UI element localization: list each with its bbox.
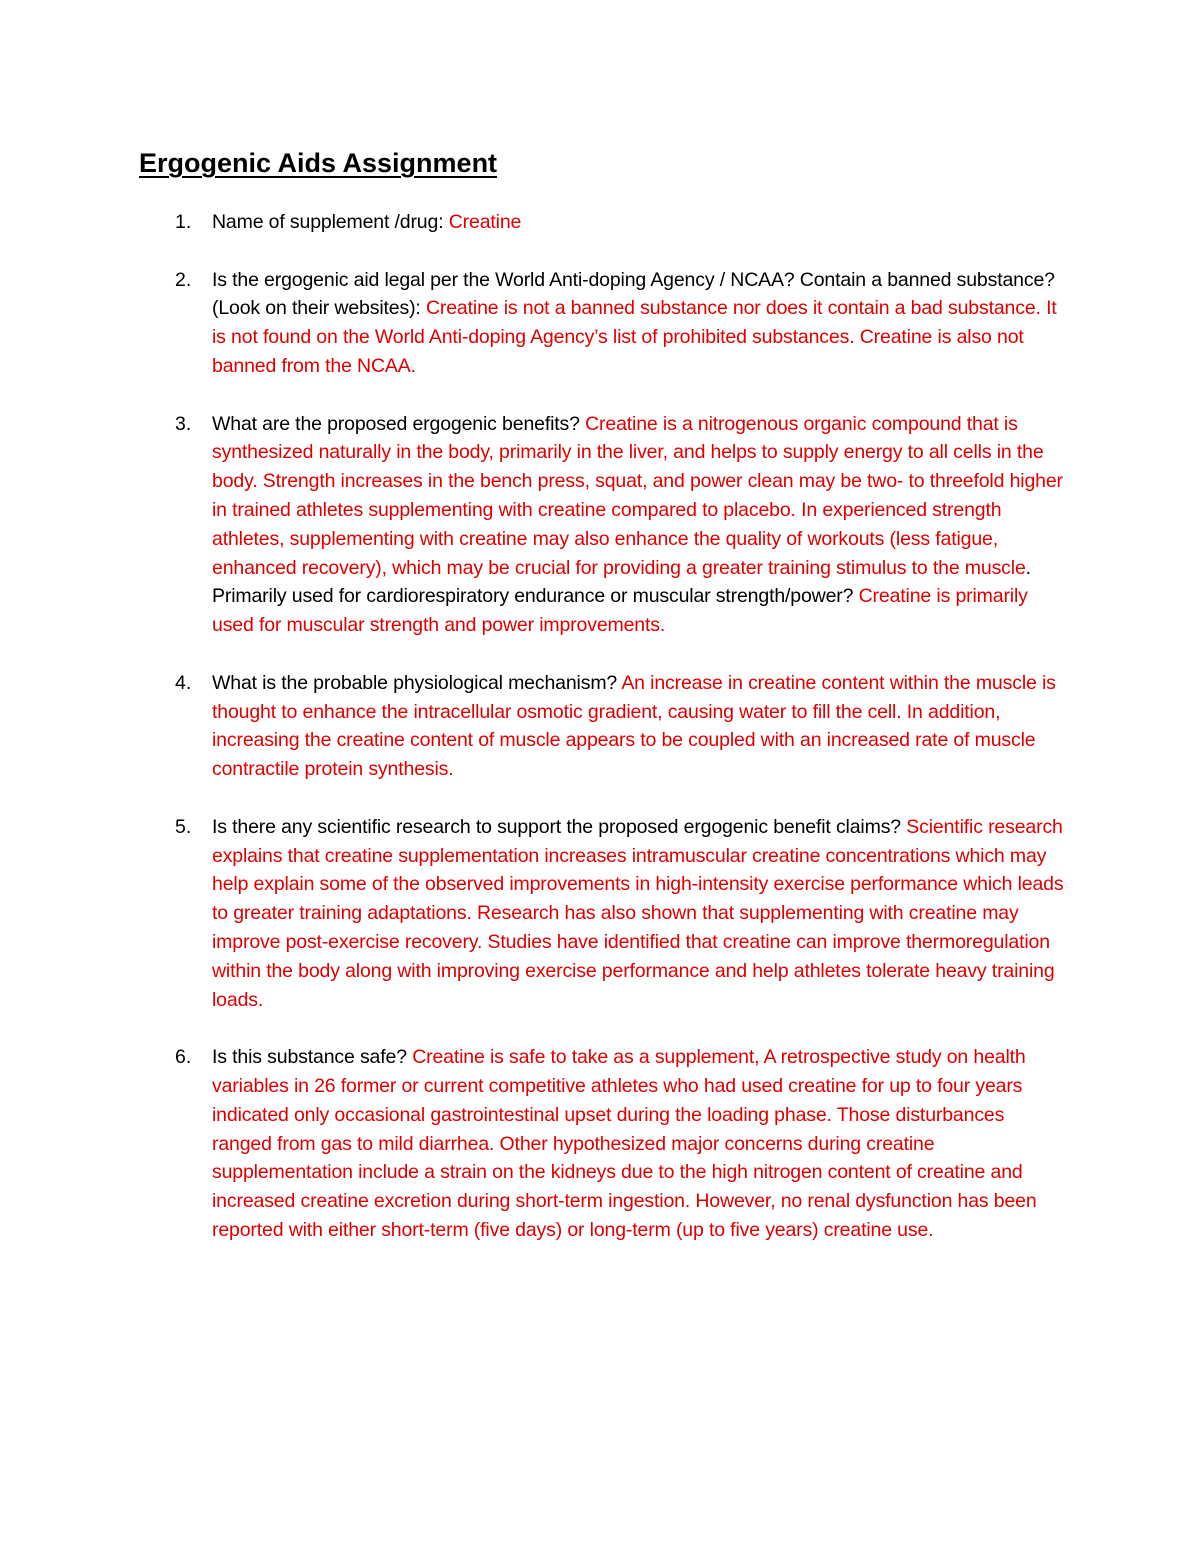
answer-text: An increase in creatine content within the muscle is thought to enhance the intracellular osmotic gradient, causing water to fill the cell. In addition, increasing the creatine content of muscle appears to be coupled with an increased rate of muscle contractile protein synthesis. (212, 671, 1056, 781)
item-number: 4. (175, 671, 192, 694)
item-text (212, 813, 1067, 1015)
answer-text: Creatine is not a banned substance nor does it contain a bad substance. It is not found on the World Anti-doping Agency’s list of prohibited substances. Creatine is also not banned from the NCAA. (212, 297, 1057, 377)
question-text: Is there any scientific research to support the proposed ergogenic benefit claims? (212, 815, 907, 838)
question-list (0, 208, 1200, 1273)
item-text (212, 410, 1067, 640)
item-text (212, 266, 1067, 381)
list-item-2 (0, 266, 1200, 381)
list-item-3 (0, 410, 1200, 640)
item-number: 6. (175, 1046, 192, 1069)
question-text: Name of supplement /drug: (212, 211, 449, 233)
item-text (212, 208, 1067, 237)
item-number: 5. (175, 815, 192, 838)
item-number: 1. (175, 211, 192, 233)
list-item-6 (0, 1043, 1200, 1245)
question-text: Is the ergogenic aid legal per the World Anti-doping Agency / NCAA? Contain a banned substance? (Look on their websites): (212, 268, 1055, 320)
answer-text: Creatine (448, 211, 522, 233)
item-text (212, 669, 1067, 784)
document-title: Ergogenic Aids Assignment (139, 148, 498, 178)
list-item-4 (0, 669, 1200, 784)
question-text: Is this substance safe? (212, 1046, 413, 1069)
question-text: What are the proposed ergogenic benefits? (212, 412, 586, 435)
answer-text: Creatine is safe to take as a supplement, A retrospective study on health variables in 26 former or current competitive athletes who had used creatine for up to four years indicated only occasional gastrointestinal upset during the loading phase. Those disturbances ranged from gas to mild diarrhea. Other hypothesized major concerns during creatine supplementation include a strain on the kidneys due to the high nitrogen content of creatine and increased creatine excretion during short-term ingestion. However, no renal dysfunction has been reported with either short-term (five days) or long-term (up to five years) creatine use. (212, 1046, 1037, 1241)
list-item-1 (0, 208, 1200, 237)
question-text: What is the probable physiological mechanism? (212, 671, 622, 694)
question-text-secondary: . Primarily used for cardiorespiratory endurance or muscular strength/power? (212, 556, 1031, 608)
answer-text: Scientific research explains that creatine supplementation increases intramuscular creatine concentrations which may help explain some of the observed improvements in high-intensity exercise performance which leads to greater training adaptations. Research has also shown that supplementing with creatine may improve post-exercise recovery. Studies have identified that creatine can improve thermoregulation within the body along with improving exercise performance and help athletes tolerate heavy training loads. (212, 815, 1064, 1011)
item-number: 2. (175, 268, 192, 291)
answer-text: Creatine is a nitrogenous organic compound that is synthesized naturally in the body, primarily in the liver, and helps to supply energy to all cells in the body. Strength increases in the bench press, squat, and power clean may be two- to threefold higher in trained athletes supplementing with creatine compared to placebo. In experienced strength athletes, supplementing with creatine may also enhance the quality of workouts (less fatigue, enhanced recovery), which may be crucial for providing a greater training stimulus to the muscle (212, 412, 1063, 579)
list-item-5 (0, 813, 1200, 1015)
item-number: 3. (175, 412, 192, 435)
answer-text-secondary: Creatine is primarily used for muscular strength and power improvements. (212, 585, 1028, 637)
item-text (212, 1043, 1067, 1245)
